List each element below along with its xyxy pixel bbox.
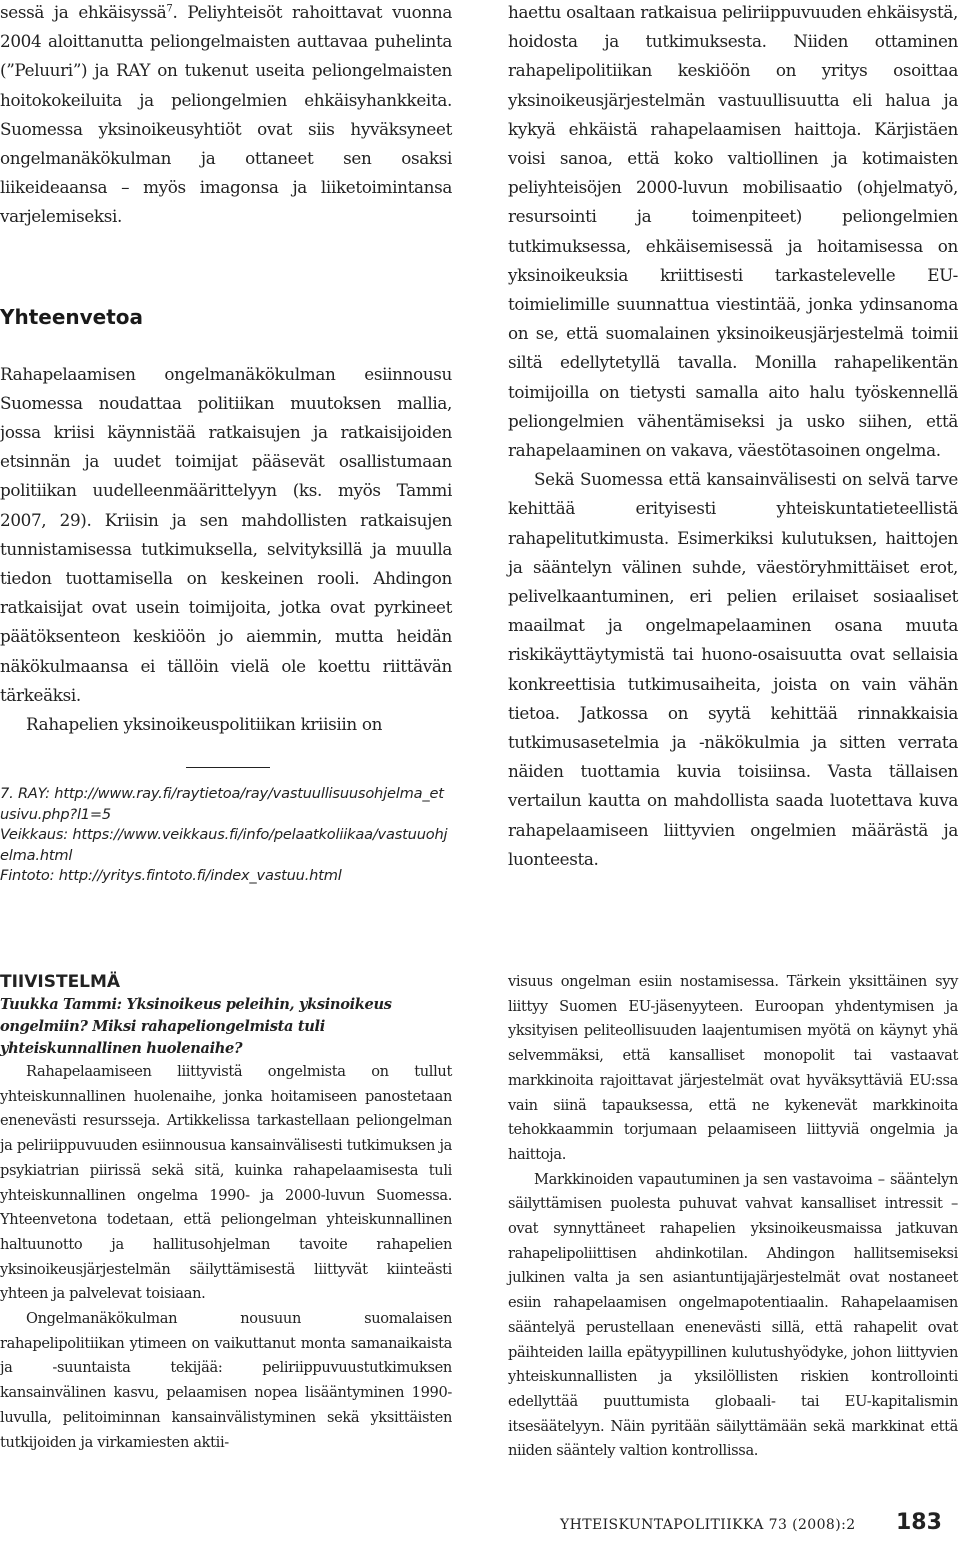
abstract-title: Tuukka Tammi: Yksinoikeus peleihin, yksinoikeus ongelmiin? Miksi rahapeliongelmista tuli yhteiskunnallinen huolenaihe?: [0, 996, 392, 1057]
abstract-right: [508, 970, 958, 1464]
paragraph: haettu osaltaan ratkaisua peliriippuvuuden ehkäisystä, hoidosta ja tutkimuksesta. Niiden ottaminen rahapelipolitiikan keskiöön on yritys osoittaa yksinoikeusjärjestelmän vastuullisuutta eli halua ja kykyä ehkäistä rahapelaamisen haittoja. Kärjistäen voisi sanoa, että koko valtiollinen ja kotimaisten peliyhteisöjen 2000-luvun mobilisaatio (ohjelmatyö, resursointi ja toimenpiteet) peliongelmien tutkimuksessa, ehkäisemisessä ja hoitamisessa on yksinoikeuksia kriittisesti tarkastelevelle EU-toimielimille suunnattua viestintää, jonka ydinsanoma on se, että suomalainen yksinoikeusjärjestelmä toimii siltä edellytetyllä tavalla. Monilla rahapelikentän toimijoilla on tietysti samalla aito halu työskennellä peliongelmien vähentämiseksi ja usko siihen, että rahapelaaminen on vakava, väestötasoinen ongelma.: [508, 2, 958, 461]
paragraph: visuus ongelman esiin nostamisessa. Tärkein yksittäinen syy liittyy Suomen EU-jäsenyyteen. Euroopan yhdentymisen ja yksityisen peliteollisuuden laajentumisen myötä on käynyt yhä selvemmäksi, että kansalliset monopolit tai vastaavat markkinoita rajoittavat järjestelmät ovat hyväksyttäviä EU:ssa vain siinä tapauksessa, että ne kykenevät markkinoita tehokkaammin torjumaan pelaamiseen liittyviä ongelmia ja haittoja.: [508, 973, 958, 1163]
footnotes: [0, 784, 452, 887]
journal-footer: YHTEISKUNTAPOLITIIKKA 73 (2008):2: [560, 1517, 856, 1533]
footnote-link[interactable]: 7. RAY: http://www.ray.fi/raytietoa/ray/vastuullisuusohjelma_etusivu.php?l1=5: [0, 785, 444, 823]
footnote-link[interactable]: Fintoto: http://yritys.fintoto.fi/index_vastuu.html: [0, 867, 342, 885]
footnote-ref[interactable]: 7: [166, 3, 173, 15]
page-number: 183: [896, 1510, 942, 1535]
footnote-rule: [186, 767, 270, 768]
footnote-link[interactable]: Veikkaus: https://www.veikkaus.fi/info/pelaatkoliikaa/vastuuohjelma.html: [0, 826, 448, 864]
paragraph: Rahapelaamisen ongelmanäkökulman esiinnousu Suomessa noudattaa politiikan muutoksen mallia, jossa kriisi käynnistää ratkaisujen ja ratkaisijoiden etsinnän ja uudet toimijat pääsevät osallistumaan politiikan uudelleenmäärittelyyn (ks. myös Tammi 2007, 29). Kriisin ja sen mahdollisten ratkaisujen tunnistamisessa tutkimuksella, selvityksillä ja muulla tiedon tuottamisella on keskeinen rooli. Ahdingon ratkaisijat ovat usein toimijoita, jotka ovat pyrkineet päätöksenteon keskiöön jo aiemmin, mutta heidän näkökulmaansa ei tällöin vielä ole koettu riittävän tärkeäksi.: [0, 363, 452, 705]
text: sessä ja ehkäisyssä: [0, 2, 167, 22]
right-column: [508, 0, 958, 874]
left-column: [0, 0, 452, 887]
section-heading: Yhteenvetoa: [0, 304, 144, 329]
paragraph: Rahapelien yksinoikeuspolitiikan kriisiin on: [26, 714, 383, 735]
abstract-left: [0, 970, 452, 1455]
paragraph: [0, 0, 452, 232]
paragraph: Sekä Suomessa että kansainvälisesti on selvä tarve kehittää erityisesti yhteiskuntatieteellistä rahapelitutkimusta. Esimerkiksi kulutuksen, haittojen ja sääntelyn välinen suhde, väestöryhmittäiset erot, pelivelkaantuminen, eri pelien erilaiset sosiaaliset maailmat ja ongelmapelaaminen osana muuta riskikäyttäytymistä tai huono-osaisuutta ovat sellaisia konkreettisia tutkimusaiheita, joista on vain vähän tietoa. Jatkossa on syytä kehittää rinnakkaisia tutkimusasetelmia ja -näkökulmia ja sitten verrata näiden tuottamia kuvia toisiinsa. Vasta tällaisen vertailun kautta on mahdollista saada luotettava kuva rahapelaamiseen liittyvien ongelmien määrästä ja luonteesta.: [508, 469, 958, 869]
text: . Peliyhteisöt rahoittavat vuonna 2004 aloittanutta peliongelmaisten auttavaa puhelinta (”Peluuri”) ja RAY on tukenut useita peliongelmaisten hoitokokeiluita ja peliongelmien ehkäisyhankkeita. Suomessa yksinoikeusyhtiöt ovat siis hyväksyneet ongelmanäkökulman ja ottaneet sen osaksi liikeideaansa – myös imagonsa ja liiketoimintansa varjelemiseksi.: [0, 2, 452, 227]
abstract-heading: TIIVISTELMÄ: [0, 972, 121, 992]
paragraph: Markkinoiden vapautuminen ja sen vastavoima – sääntelyn säilyttämisen puolesta puhuvat vahvat kansalliset intressit – ovat synnyttäneet rahapelien yksinoikeusmaissa jatkuvan rahapelipoliittisen ahdinkotilan. Ahdingon hallitsemiseksi julkinen valta ja sen asiantuntijajärjestelmät ovat nostaneet esiin rahapelaamisen ongelmapotentiaalin. Rahapelaamisen sääntelyä perustellaan enenevästi sillä, että rahapelit ovat päihteiden lailla epätyypillinen kulutushyödyke, johon liittyvien yhteiskunnallisten ja yksilöllisten riskien kontrollointi edellyttää puuttumista globaali- tai EU-kapitalismin itsesäätelyyn. Näin pyritään säilyttämään sekä markkinat että niiden sääntely valtion kontrollissa.: [508, 1170, 958, 1460]
paragraph: Rahapelaamiseen liittyvistä ongelmista on tullut yhteiskunnallinen huolenaihe, jonka hoitamiseen panostetaan enenevästi resursseja. Artikkelissa tarkastellaan peliongelman ja peliriippuvuuden esiinnousua kansainvälisesti tutkimuksen ja psykiatrian piirissä sekä sitä, kuinka rahapelaamisesta tuli yhteiskunnallinen ongelma 1990- ja 2000-luvun Suomessa. Yhteenvetona todetaan, että peliongelman yhteiskunnallinen haltuunotto ja hallitusohjelman tavoite rahapelien yksinoikeusjärjestelmän säilyttämisestä liittyvät kiinteästi yhteen ja palvelevat toisiaan.: [0, 1063, 452, 1303]
paragraph: Ongelmanäkökulman nousuun suomalaisen rahapelipolitiikan ytimeen on vaikuttanut monta samanaikaista ja -suuntaista tekijää: peliriippuvuustutkimuksen kansainvälinen kasvu, pelaamisen nopea lisääntyminen 1990-luvulla, pelitoiminnan kansainvälistyminen sekä yksittäisten tutkijoiden ja virkamiesten aktii-: [0, 1310, 452, 1451]
